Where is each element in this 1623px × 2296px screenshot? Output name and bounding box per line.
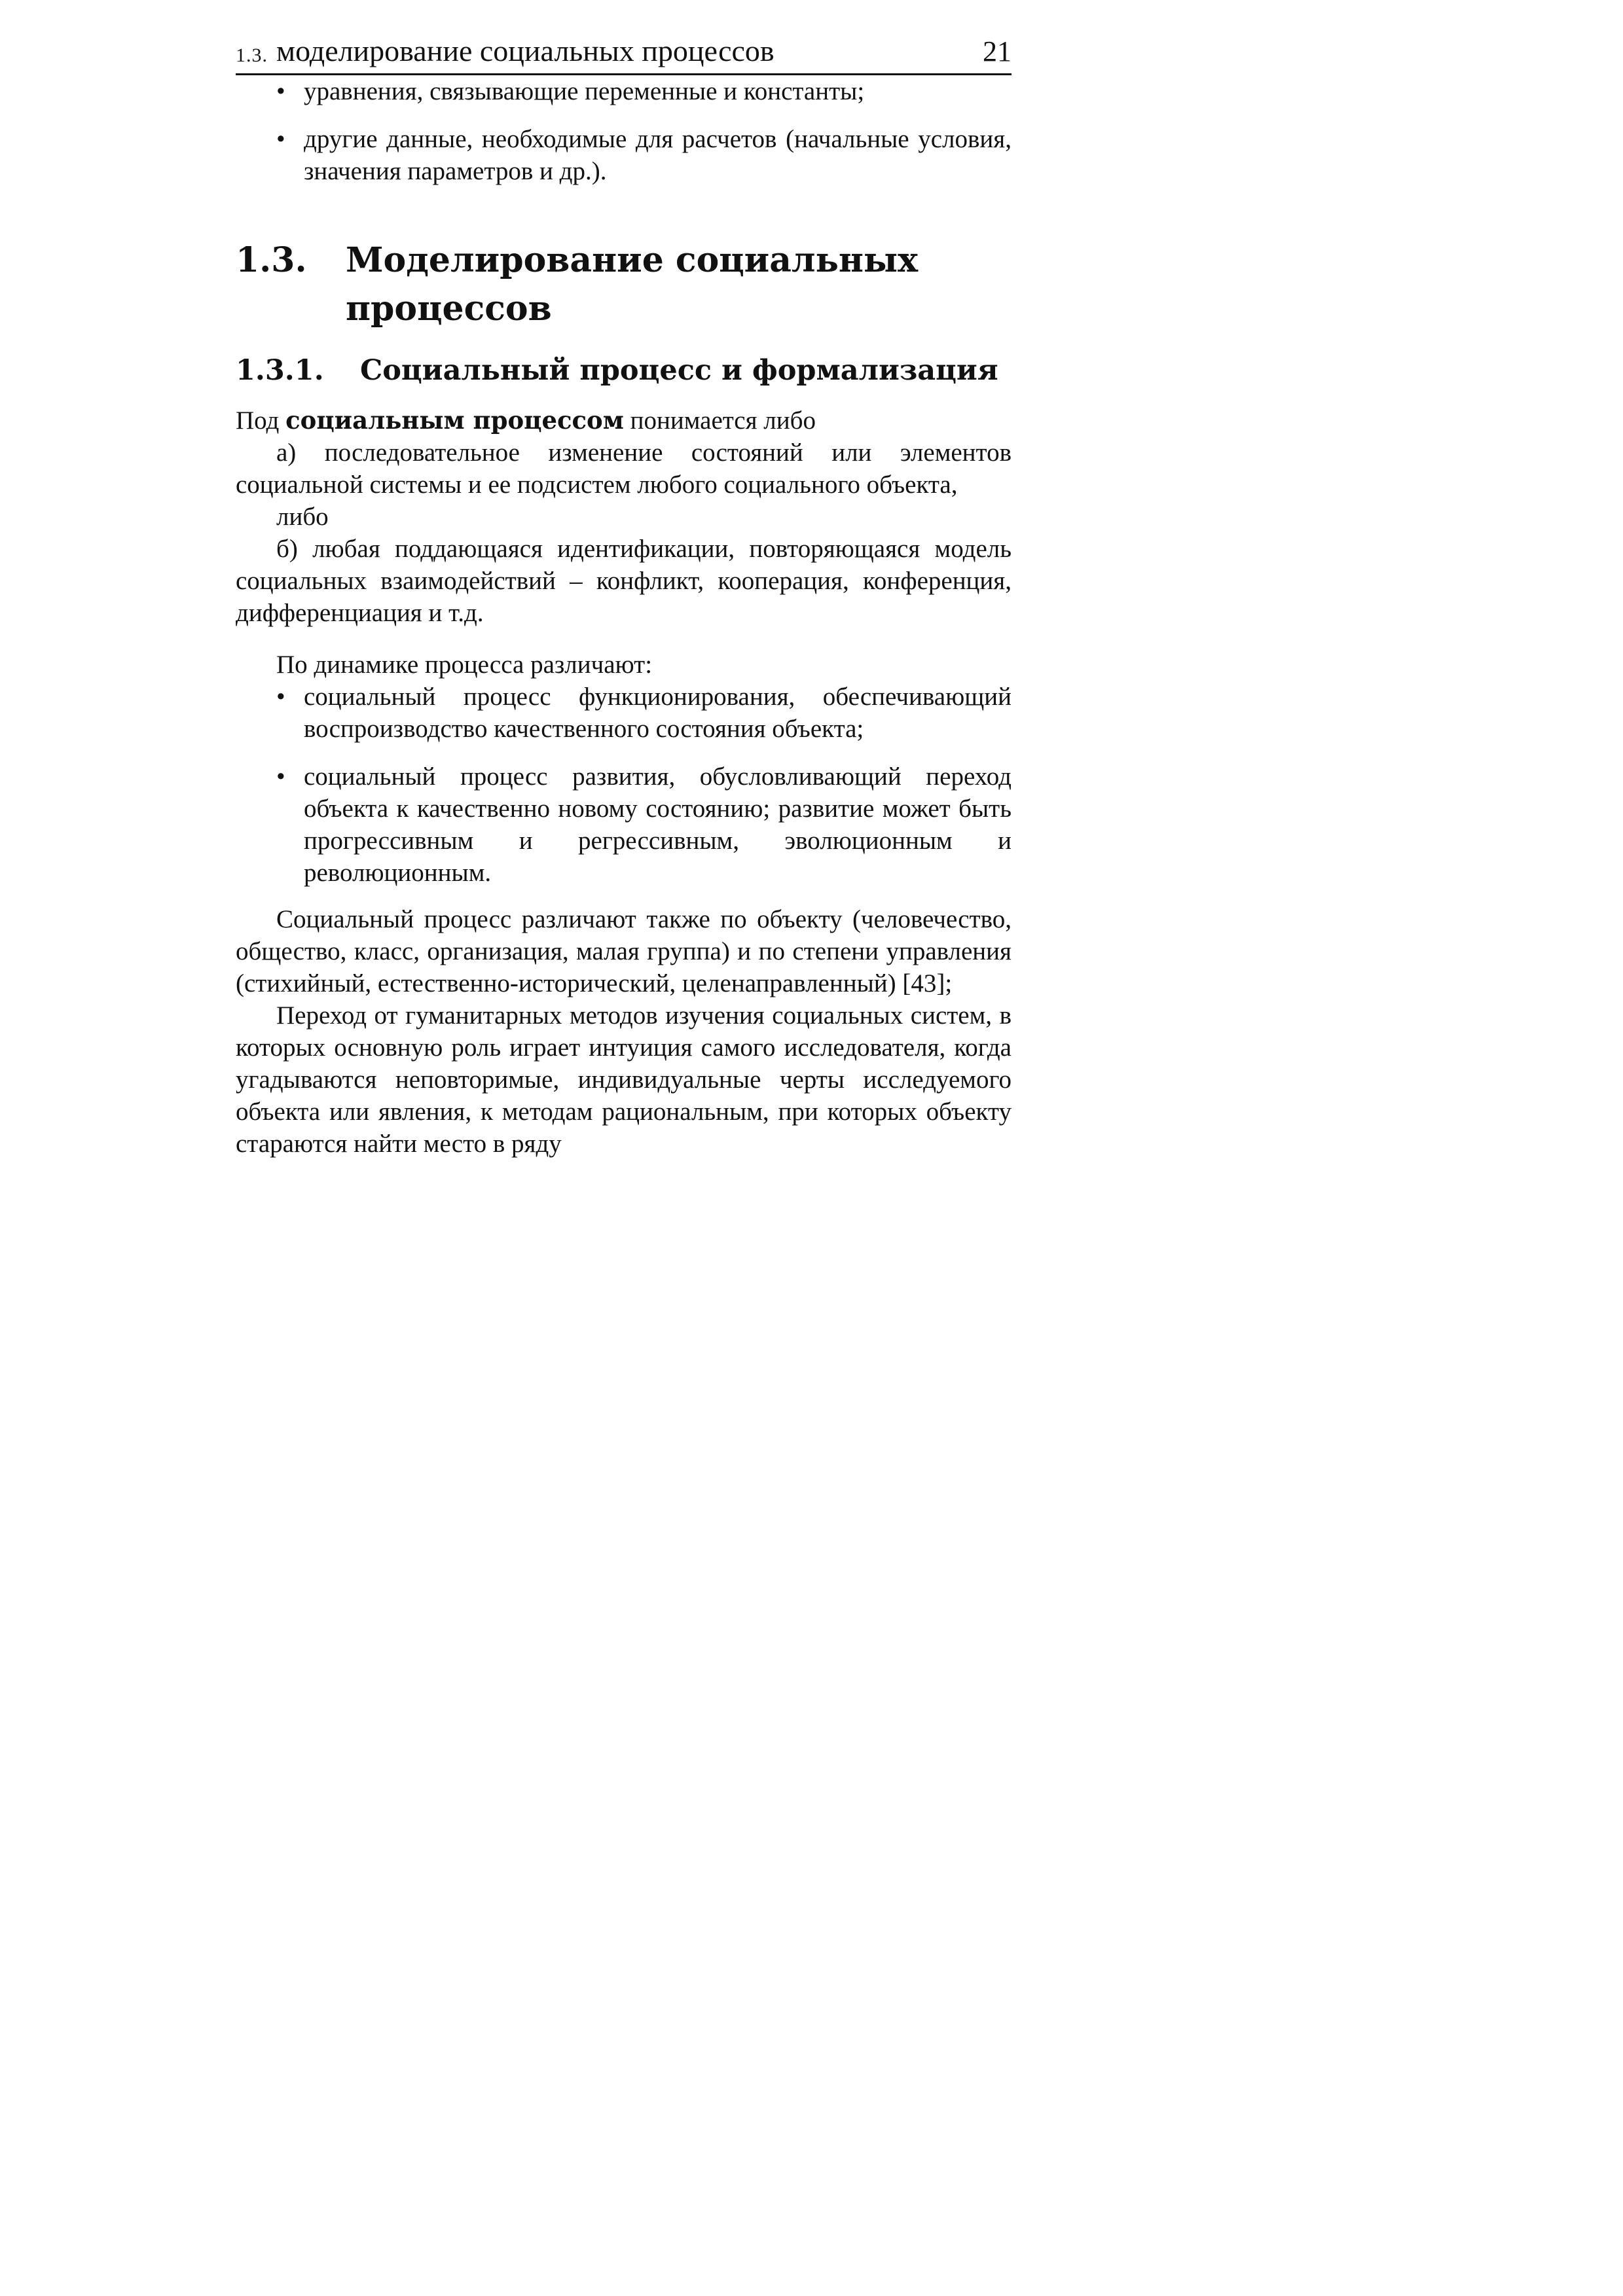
list-item xyxy=(236,681,1012,745)
definition-tail-text: понимается либо xyxy=(623,406,816,435)
list-item xyxy=(236,75,1012,107)
definition-term: социальным процессом xyxy=(285,406,624,435)
paragraph-object-classification: Социальный процесс различают также по объекту (человечество, общество, класс, организация, малая группа) и по степени управления (стихийный, естественно-исторический, целенаправленный) [43]; xyxy=(236,905,1012,997)
definition-item-b: б) любая поддающаяся идентификации, повторяющаяся модель социальных взаимодействий – конфликт, кооперация, конференция, дифференциация и т.д. xyxy=(236,535,1012,627)
list-item xyxy=(236,761,1012,889)
running-header xyxy=(236,33,1012,75)
list-item-text: уравнения, связывающие переменные и константы; xyxy=(304,77,865,105)
list-item xyxy=(236,123,1012,187)
definition-item-a: а) последовательное изменение состояний или элементов социальной системы и ее подсистем любого социального объекта, xyxy=(236,439,1012,499)
definition-or: либо xyxy=(276,503,329,531)
dynamics-intro: По динамике процесса различают: xyxy=(276,651,653,679)
subsection-number: 1.3.1. xyxy=(236,354,324,387)
bullet-icon: • xyxy=(276,77,285,105)
definition-lead xyxy=(236,404,1012,437)
section-title: Моделирование социальных процессов xyxy=(346,240,919,329)
running-header-title: моделирование социальных процессов xyxy=(276,34,775,67)
bullet-icon: • xyxy=(276,125,285,153)
section-heading xyxy=(236,236,1012,333)
dynamics-bullet-list xyxy=(236,681,1012,889)
subsection-title: Социальный процесс и формализация xyxy=(360,354,998,387)
top-bullet-list xyxy=(236,75,1012,187)
definition-lead-text: Под xyxy=(236,406,286,435)
list-item-text: социальный процесс развития, обусловливающий переход объекта к качественно новому состоянию; развитие может быть прогрессивным и регрессивным, эволюционным и революционным. xyxy=(304,762,1012,887)
section-number: 1.3. xyxy=(236,240,307,280)
bullet-icon: • xyxy=(276,762,285,791)
paragraph-methods-transition: Переход от гуманитарных методов изучения социальных систем, в которых основную роль играет интуиция самого исследователя, когда угадываются неповторимые, индивидуальные черты исследуемого объекта или явления, к методам рациональным, при которых объекту стараются найти место в ряду xyxy=(236,1001,1012,1158)
definition-block xyxy=(236,404,1012,629)
list-item-text: социальный процесс функционирования, обеспечивающий воспроизводство качественного состояния объекта; xyxy=(304,683,1012,743)
list-item-text: другие данные, необходимые для расчетов (начальные условия, значения параметров и др.). xyxy=(304,125,1012,185)
subsection-heading xyxy=(236,351,1012,390)
document-page xyxy=(236,33,1012,1160)
bullet-icon: • xyxy=(276,683,285,711)
running-header-section-number: 1.3. xyxy=(236,45,268,66)
page-number: 21 xyxy=(983,35,1012,67)
